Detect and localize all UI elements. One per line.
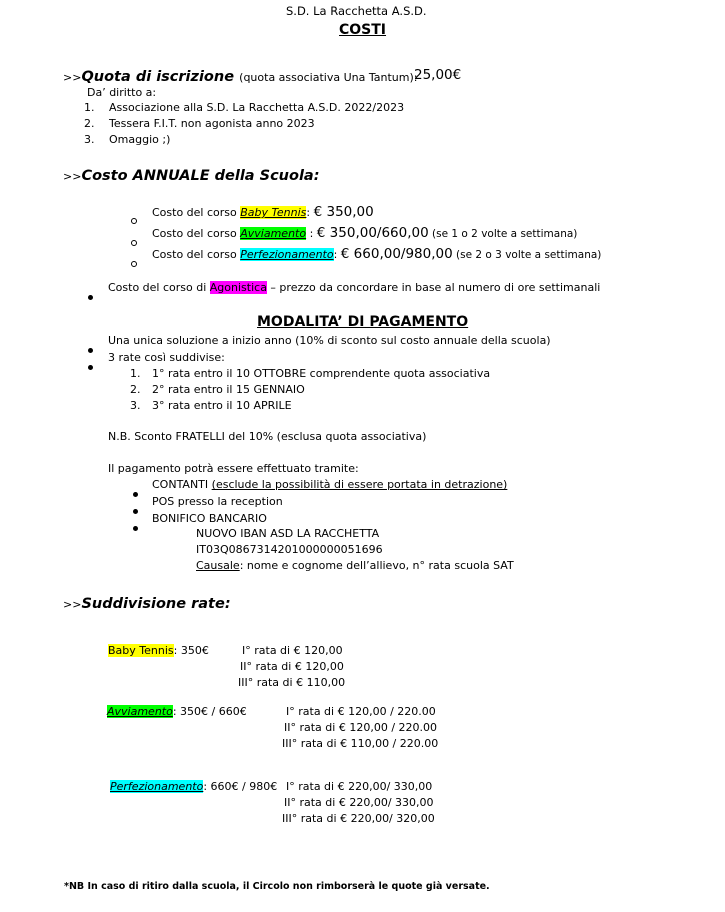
course-agonistica: Costo del corso di Agonistica – prezzo da concordare in base al numero di ore settimanali (108, 281, 601, 294)
rate-row: II° rata di € 120,00 / 220.00 (284, 721, 438, 734)
rate-row: I° rata di € 120,00 (242, 644, 343, 657)
circle-bullet-icon (131, 209, 137, 228)
pagamento-bullet: Una unica soluzione a inizio anno (10% di sconto sul costo annuale della scuola) (108, 334, 551, 347)
pagamento-bullet: 3 rate così suddivise: (108, 351, 225, 364)
footer-note: *NB In caso di ritiro dalla scuola, il Circolo non rimborserà le quote già versate. (64, 881, 490, 892)
quota-amount: 25,00€ (414, 67, 462, 83)
rate-row: II° rata di € 120,00 (240, 660, 344, 673)
pagamento-tramite: Il pagamento potrà essere effettuato tramite: (108, 462, 359, 475)
club-name: S.D. La Racchetta A.S.D. (286, 4, 427, 18)
rate-row: I° rata di € 120,00 / 220.00 (286, 705, 436, 718)
list-item: 3. (84, 133, 95, 146)
disc-bullet-icon (88, 355, 93, 374)
rate-row: III° rata di € 220,00/ 320,00 (282, 812, 435, 825)
rate-row: II° rata di € 220,00/ 330,00 (284, 796, 434, 809)
list-item: 1. (84, 101, 95, 114)
list-item-text: Associazione alla S.D. La Racchetta A.S.D. 2022/2023 (109, 101, 405, 114)
disc-bullet-icon (88, 285, 93, 304)
course-baby-tennis: Costo del corso Baby Tennis: € 350,00 (152, 204, 374, 220)
rata-text: 3° rata entro il 10 APRILE (152, 399, 292, 412)
metodo-contanti: CONTANTI (esclude la possibilità di essere portata in detrazione) (152, 478, 508, 491)
list-item: 2. (84, 117, 95, 130)
iban-code: IT03Q0867314201000000051696 (196, 543, 383, 556)
quota-intro: Da’ diritto a: (87, 86, 157, 99)
metodo-bonifico: BONIFICO BANCARIO (152, 512, 267, 525)
rate-group-baby-tennis: Baby Tennis: 350€ (108, 644, 209, 657)
sconto-fratelli: N.B. Sconto FRATELLI del 10% (esclusa quota associativa) (108, 430, 427, 443)
rate-row: III° rata di € 110,00 (238, 676, 346, 689)
iban-title: NUOVO IBAN ASD LA RACCHETTA (196, 527, 380, 540)
rata-num: 2. (130, 383, 141, 396)
circle-bullet-icon (131, 231, 137, 250)
course-perfezionamento: Costo del corso Perfezionamento: € 660,00/980,00 (se 2 o 3 volte a settimana) (152, 246, 602, 262)
rate-row: I° rata di € 220,00/ 330,00 (286, 780, 433, 793)
list-item-text: Tessera F.I.T. non agonista anno 2023 (109, 117, 315, 130)
rata-num: 1. (130, 367, 141, 380)
causale: Causale: nome e cognome dell’allievo, n° rata scuola SAT (196, 559, 514, 572)
suddivisione-heading: >>Suddivisione rate: (63, 596, 231, 612)
course-avviamento: Costo del corso Avviamento : € 350,00/660,00 (se 1 o 2 volte a settimana) (152, 225, 578, 241)
quota-section-heading: >>Quota di iscrizione (quota associativa Una Tantum): (63, 69, 418, 85)
circle-bullet-icon (131, 252, 137, 271)
annuale-section-heading: >>Costo ANNUALE della Scuola: (63, 168, 320, 184)
disc-bullet-icon (133, 516, 138, 535)
rata-num: 3. (130, 399, 141, 412)
rate-group-avviamento: Avviamento: 350€ / 660€ (107, 705, 247, 718)
page-title: COSTI (339, 22, 387, 38)
pagamento-heading: MODALITA’ DI PAGAMENTO (257, 314, 469, 330)
metodo-pos: POS presso la reception (152, 495, 283, 508)
rata-text: 2° rata entro il 15 GENNAIO (152, 383, 305, 396)
rate-group-perfezionamento: Perfezionamento: 660€ / 980€ (110, 780, 278, 793)
rate-row: III° rata di € 110,00 / 220.00 (282, 737, 439, 750)
list-item-text: Omaggio ;) (109, 133, 171, 146)
rata-text: 1° rata entro il 10 OTTOBRE comprendente quota associativa (152, 367, 491, 380)
